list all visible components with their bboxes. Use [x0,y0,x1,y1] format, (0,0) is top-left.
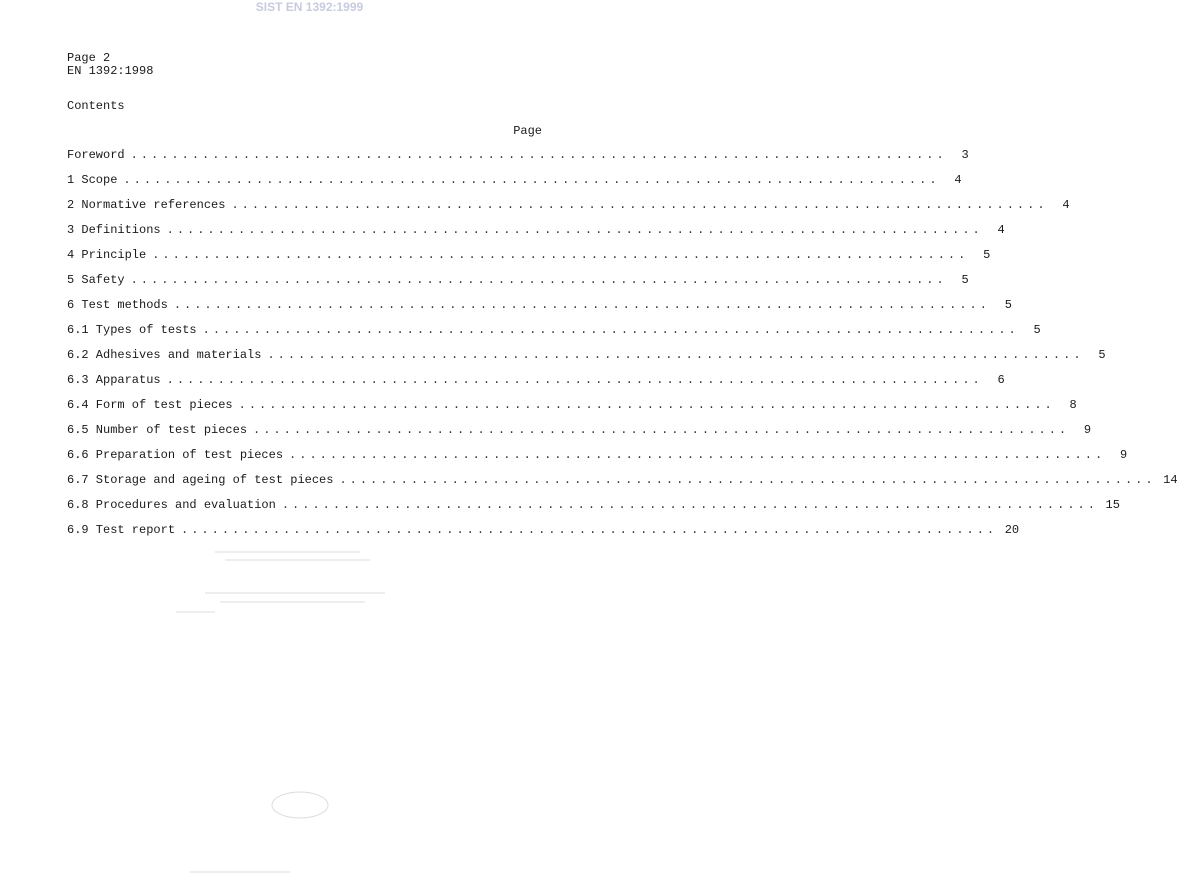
toc-entry-title: 6.6 Preparation of test pieces [67,448,284,462]
dot-leader: ................................................................................ [166,373,983,387]
dot-leader: ................................................................................ [123,173,940,187]
toc-entry [67,323,1041,348]
toc-entry-title: 6.3 Apparatus [67,373,161,387]
toc-entry-page: 9 [1119,448,1128,462]
toc-entry [67,198,1070,223]
toc-entry-title: 6.8 Procedures and evaluation [67,498,276,512]
standard-id: EN 1392:1998 [67,64,154,78]
toc-entry-title: 6.5 Number of test pieces [67,423,248,437]
page-number: Page 2 [67,51,111,65]
toc-entry-page: 5 [1033,323,1041,337]
toc-entry-page: 4 [1062,198,1070,212]
toc-entry-page: 5 [1098,348,1106,362]
toc-entry-title: 6.1 Types of tests [67,323,197,337]
dot-leader: ................................................................................ [173,298,990,312]
page-column-label: Page [513,124,542,138]
toc-entry [67,473,1178,498]
table-of-contents [67,148,1178,548]
dot-leader: ................................................................................ [166,223,983,237]
dot-leader: ................................................................................ [202,323,1019,337]
toc-entry [67,298,1012,323]
toc-entry-page: 15 [1105,498,1120,512]
toc-entry [67,523,1020,548]
toc-entry-page: 20 [1004,523,1020,537]
toc-entry-title: 6 Test methods [67,298,168,312]
page-header [67,52,153,78]
toc-entry-page: 9 [1083,423,1092,437]
toc-entry-page: 5 [983,248,991,262]
toc-entry [67,148,969,173]
dot-leader: ................................................................................ [289,448,1106,462]
dot-leader: ................................................................................ [181,523,998,537]
toc-entry-title: 6.4 Form of test pieces [67,398,233,412]
dot-leader: ................................................................................ [152,248,969,262]
toc-entry [67,273,969,298]
dot-leader: ................................................................................ [281,498,1098,512]
dot-leader: ................................................................................ [130,148,947,162]
toc-entry-title: 1 Scope [67,173,118,187]
toc-entry [67,373,1005,398]
toc-entry-page: 5 [1004,298,1012,312]
dot-leader: ................................................................................ [267,348,1084,362]
toc-entry [67,223,1005,248]
dot-leader: ................................................................................ [238,398,1055,412]
toc-entry-title: 2 Normative references [67,198,226,212]
dot-leader: ................................................................................ [231,198,1048,212]
toc-entry-title: 3 Definitions [67,223,161,237]
toc-entry-page: 4 [997,223,1005,237]
toc-entry [67,498,1120,523]
toc-entry [67,248,991,273]
toc-entry [67,448,1128,473]
toc-entry [67,173,962,198]
toc-entry-page: 3 [961,148,969,162]
watermark: SIST EN 1392:1999 [255,0,364,14]
toc-entry [67,423,1092,448]
toc-entry-page: 14 [1163,473,1178,487]
toc-entry [67,348,1106,373]
toc-entry-page: 8 [1069,398,1077,412]
toc-entry-title: 6.2 Adhesives and materials [67,348,262,362]
toc-entry-title: Foreword [67,148,125,162]
toc-entry-title: 6.9 Test report [67,523,176,537]
contents-title: Contents [67,99,125,113]
toc-entry-page: 6 [997,373,1005,387]
toc-entry [67,398,1077,423]
dot-leader: ................................................................................ [339,473,1156,487]
dot-leader: ................................................................................ [253,423,1070,437]
toc-entry-page: 4 [954,173,962,187]
dot-leader: ................................................................................ [130,273,947,287]
toc-entry-title: 6.7 Storage and ageing of test pieces [67,473,334,487]
toc-entry-page: 5 [961,273,969,287]
toc-entry-title: 5 Safety [67,273,125,287]
toc-entry-title: 4 Principle [67,248,147,262]
